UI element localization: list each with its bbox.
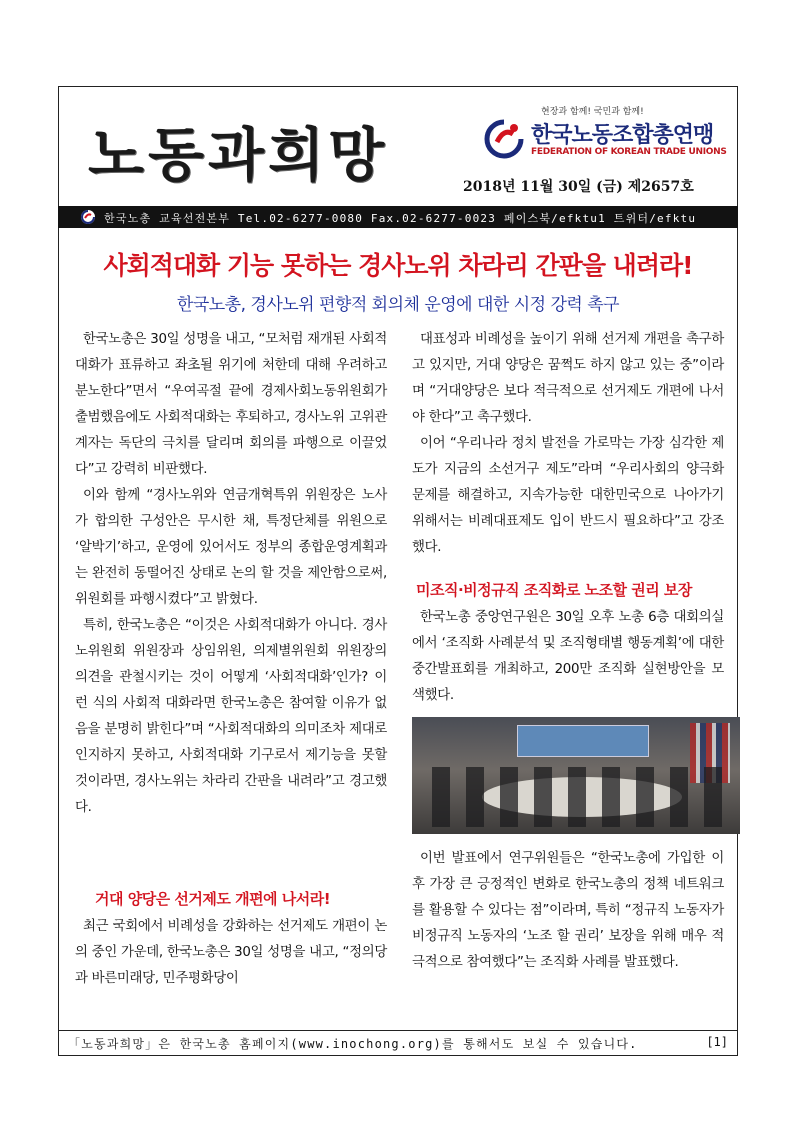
- org-name: 한국노동조합총연맹: [531, 123, 714, 148]
- footer-notice: 「노동과희망」은 한국노총 홈페이지(www.inochong.org)를 통해서도 보실 수 있습니다.: [68, 1037, 638, 1051]
- meeting-photo: [412, 717, 740, 834]
- fktu-small-emblem-icon: [80, 209, 96, 225]
- issue-date: 2018년 11월 30일 (금) 제2657호: [463, 179, 694, 195]
- fktu-emblem-icon: [483, 118, 525, 160]
- section-title-organizing: 미조직·비정규직 조직화로 노조할 권리 보장: [416, 581, 692, 599]
- body-paragraph: 이번 발표에서 연구위원들은 “한국노총에 가입한 이후 가장 큰 긍정적인 변화로 한국노총의 정책 네트워크를 활용할 수 있다는 점”이라며, 특히 “정규직 노동자가 비정규직 노동자의 ‘노조 할 권리’ 보장을 위해 매우 적극적으로 참여했다”는 조직화 사례를 발표했다.: [412, 851, 724, 970]
- right-column-section: [412, 605, 724, 709]
- body-paragraph: 이어 “우리나라 정치 발전을 가로막는 가장 심각한 제도가 지금의 소선거구 제도”라며 “우리사회의 양극화 문제를 해결하고, 지속가능한 대한민국으로 나아가기 위해서는 비례대표제도 입이 반드시 필요하다”고 강조했다.: [412, 436, 724, 555]
- contact-bar: [58, 206, 738, 228]
- body-paragraph: 최근 국회에서 비례성을 강화하는 선거제도 개편이 논의 중인 가운데, 한국노총은 30일 성명을 내고, “정의당과 바른미래당, 민주평화당이: [75, 919, 387, 986]
- attendees: [432, 767, 732, 827]
- article-subhead: 한국노총, 경사노위 편향적 회의체 운영에 대한 시정 강력 촉구: [176, 295, 620, 315]
- footer: [58, 1030, 738, 1053]
- body-paragraph: 대표성과 비례성을 높이기 위해 선거제 개편을 촉구하고 있지만, 거대 양당은 꿈쩍도 하지 않고 있는 중”이라며 “거대양당은 보다 적극적으로 선거제도 개편에 나서야 한다”고 촉구했다.: [412, 332, 724, 425]
- body-paragraph: 한국노총 중앙연구원은 30일 오후 노총 6층 대회의실에서 ‘조직화 사례분석 및 조직형태별 행동계획’에 대한 중간발표회를 개최하고, 200만 조직화 실현방안을 모색했다.: [412, 610, 724, 703]
- org-slogan: 현장과 함께! 국민과 함께!: [541, 107, 644, 117]
- contact-info: 한국노총 교육선전본부 Tel.02-6277-0080 Fax.02-6277-0023 페이스북/efktu1 트위터/efktu: [104, 212, 697, 225]
- right-column-after-photo: [412, 846, 724, 976]
- body-paragraph: 한국노총은 30일 성명을 내고, “모처럼 재개된 사회적대화가 표류하고 좌초될 위기에 처한데 대해 우려하고 분노한다”면서 “우여곡절 끝에 경제사회노동위원회가 출범했음에도 사회적대화는 후퇴하고, 경사노위 고위관계자는 독단의 극치를 달리며 회의를 파행으로 이끌었다”고 강력히 비판했다.: [75, 332, 387, 477]
- org-english-name: FEDERATION OF KOREAN TRADE UNIONS: [531, 147, 727, 157]
- body-paragraph: 특히, 한국노총은 “이것은 사회적대화가 아니다. 경사노위원회 위원장과 상임위원, 의제별위원회 위원장의 의견을 관철시키는 것이 어떻게 ‘사회적대화’인가? 이런 식의 사회적 대화라면 한국노총은 참여할 이유가 없음을 분명히 밝힌다”며 “사회적대화의 의미조차 제대로 인지하지 못하고, 사회적대화 기구로서 제기능을 못할 것이라면, 경사노위는 차라리 간판을 내려라”고 경고했다.: [75, 618, 387, 815]
- projection-screen: [517, 725, 649, 757]
- body-paragraph: 이와 함께 “경사노위와 연금개혁특위 위원장은 노사가 합의한 구성안은 무시한 채, 특정단체를 위원으로 ‘알박기’하고, 운영에 있어서도 정부의 종합운영계획과는 완전히 동떨어진 상태로 논의 할 것을 제안함으로써, 위원회를 파행시켰다”고 밝혔다.: [75, 488, 387, 607]
- page-number: [1]: [706, 1035, 728, 1049]
- masthead: [58, 86, 738, 204]
- section-title-election-reform: 거대 양당은 선거제도 개편에 나서라!: [95, 890, 331, 908]
- right-column: [412, 327, 724, 561]
- left-column: [75, 327, 387, 821]
- article-headline: 사회적대화 기능 못하는 경사노위 차라리 간판을 내려라!: [103, 251, 693, 280]
- left-column-section: [75, 914, 387, 992]
- newsletter-title: 노동과희망: [88, 121, 389, 189]
